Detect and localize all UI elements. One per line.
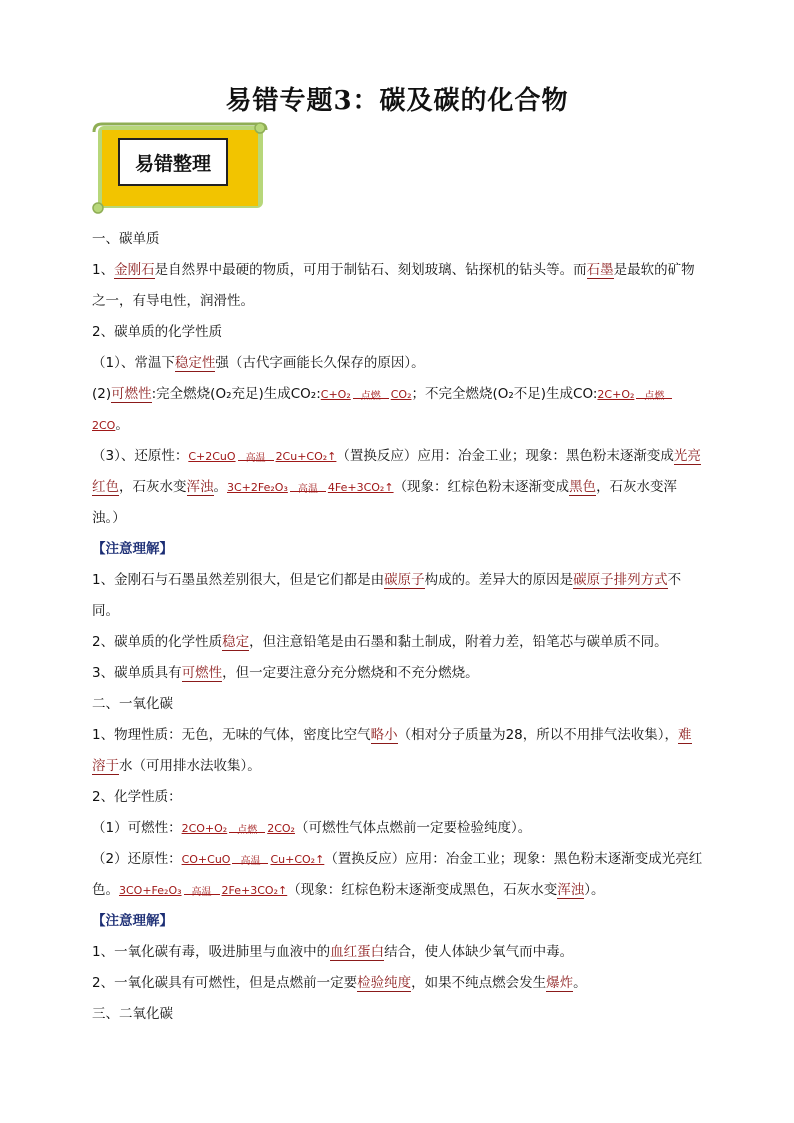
condition-high-temp-3: 高温	[232, 850, 268, 868]
term-carbon-atom: 碳原子	[384, 572, 425, 588]
note2-paragraph-2: 2、一氧化碳具有可燃性，但是点燃前一定要检验纯度，如果不纯点燃会发生爆炸。	[92, 975, 587, 991]
note1-paragraph-2: 2、碳单质的化学性质稳定，但注意铅笔是由石墨和黏土制成，附着力差，铅笔芯与碳单质不同。	[92, 634, 668, 650]
formula-cu-co2: 2Cu+CO₂↑	[275, 450, 337, 463]
paragraph-chem-props: 2、碳单质的化学性质	[92, 324, 223, 340]
condition-ignite-2: 点燃	[636, 385, 672, 403]
paragraph-co-physical: 1、物理性质：无色，无味的气体，密度比空气略小（相对分子质量为28，所以不用排气法收集），难溶于水（可用排水法收集）。	[92, 727, 692, 774]
note-heading-1: 【注意理解】	[92, 541, 173, 557]
formula-co-cuo: CO+CuO	[181, 853, 231, 866]
banner-scroll-curl-right	[255, 123, 265, 133]
term-purity-check: 检验纯度	[357, 975, 412, 991]
term-turbid-2: 浑浊	[557, 882, 585, 898]
term-black: 黑色	[569, 479, 597, 495]
condition-high-temp-4: 高温	[184, 881, 220, 899]
formula-c-fe2o3: 3C+2Fe₂O₃	[227, 481, 288, 494]
term-stability: 稳定性	[174, 355, 216, 371]
term-explosion: 爆炸	[546, 975, 574, 991]
banner-scroll-curl-left	[93, 203, 103, 213]
paragraph-combustibility: (2)可燃性:完全燃烧(O₂充足)生成CO₂:C+O₂ 点燃 CO₂；不完全燃烧(O₂不足)生成CO:2C+O₂ 点燃 2CO。	[92, 379, 704, 441]
formula-2co: 2CO	[92, 419, 116, 432]
document-body	[92, 224, 704, 1030]
formula-fe-co2-2: 2Fe+3CO₂↑	[221, 884, 288, 897]
formula-fe-co2: 4Fe+3CO₂↑	[327, 481, 394, 494]
paragraph-co-reducibility: （2）还原性：CO+CuO 高温 Cu+CO₂↑（置换反应）应用：冶金工业；现象：黑色粉末逐渐变成光亮红色。3CO+Fe₂O₃ 高温 2Fe+3CO₂↑（现象：红棕色粉末逐渐变成黑色，石灰水变浑浊）。	[92, 851, 703, 898]
banner-label: 易错整理	[118, 138, 228, 186]
formula-c-o2: C+O₂	[320, 388, 351, 401]
paragraph-diamond-graphite: 1、金刚石是自然界中最硬的物质，可用于制钻石、刻划玻璃、钻探机的钻头等。而石墨是最软的矿物之一，有导电性，润滑性。	[92, 262, 695, 309]
condition-high-temp: 高温	[238, 447, 274, 465]
term-bright-red: 光亮红色	[92, 448, 701, 495]
condition-ignite-3: 点燃	[229, 819, 265, 837]
condition-ignite: 点燃	[353, 385, 389, 403]
formula-c-cuo: C+2CuO	[188, 450, 236, 463]
term-graphite: 石墨	[586, 262, 614, 278]
note1-paragraph-1: 1、金刚石与石墨虽然差别很大，但是它们都是由碳原子构成的。差异大的原因是碳原子排列方式不同。	[92, 572, 682, 619]
paragraph-co-chemical: 2、化学性质：	[92, 789, 182, 805]
formula-2c-o2: 2C+O₂	[597, 388, 635, 401]
paragraph-stability: （1）、常温下稳定性强（古代字画能长久保存的原因）。	[92, 355, 425, 371]
term-slightly-less: 略小	[370, 727, 398, 743]
paragraph-reducibility: （3）、还原性：C+2CuO 高温 2Cu+CO₂↑（置换反应）应用：冶金工业；现象：黑色粉末逐渐变成光亮红色，石灰水变浑浊。3C+2Fe₂O₃ 高温 4Fe+3CO₂↑（现象：红棕色粉末逐渐变成黑色，石灰水变浑浊。）	[92, 448, 701, 526]
section-heading-carbon: 一、碳单质	[92, 231, 160, 247]
note2-paragraph-1: 1、一氧化碳有毒，吸进肺里与血液中的血红蛋白结合，使人体缺少氧气而中毒。	[92, 944, 574, 960]
term-diamond: 金刚石	[114, 262, 155, 278]
term-stable: 稳定	[222, 634, 250, 650]
page-title: 易错专题3：碳及碳的化合物	[225, 86, 569, 116]
formula-2co2: 2CO₂	[267, 822, 295, 835]
note1-paragraph-3: 3、碳单质具有可燃性，但一定要注意分充分燃烧和不充分燃烧。	[92, 665, 479, 681]
note-heading-2: 【注意理解】	[92, 913, 173, 929]
term-hemoglobin: 血红蛋白	[330, 944, 385, 960]
term-combustible: 可燃性	[181, 665, 223, 681]
term-atom-arrangement: 碳原子排列方式	[573, 572, 668, 588]
section-heading-co: 二、一氧化碳	[92, 696, 173, 712]
term-turbid: 浑浊	[186, 479, 214, 495]
formula-2co-o2: 2CO+O₂	[181, 822, 228, 835]
section-heading-co2: 三、二氧化碳	[92, 1006, 173, 1022]
formula-co-fe2o3: 3CO+Fe₂O₃	[119, 884, 182, 897]
paragraph-co-combustion: （1）可燃性：2CO+O₂ 点燃 2CO₂（可燃性气体点燃前一定要检验纯度）。	[92, 820, 532, 836]
condition-high-temp-2: 高温	[290, 478, 326, 496]
term-insoluble: 难溶于	[92, 727, 692, 774]
formula-cu-co2-2: Cu+CO₂↑	[270, 853, 325, 866]
term-combustibility: 可燃性	[111, 386, 152, 402]
formula-co2: CO₂	[390, 388, 412, 401]
